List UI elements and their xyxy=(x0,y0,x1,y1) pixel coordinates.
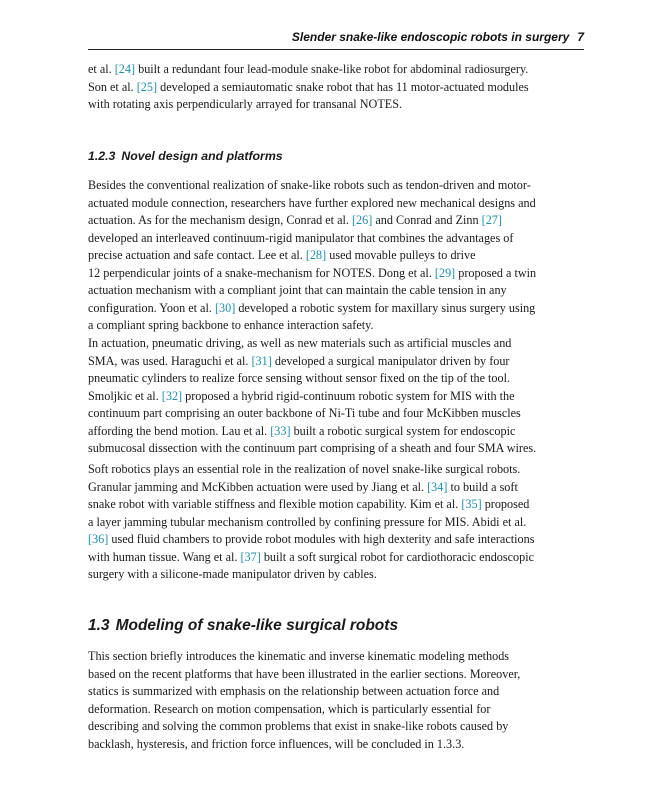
text-segment: backlash, hysteresis, and friction force influences, will be concluded in 1.3.3. xyxy=(88,736,465,751)
text-segment: Besides the conventional realization of snake-like robots such as tendon-driven and motor- xyxy=(88,178,531,192)
text-segment: deformation. Research on motion compensation, which is particularly essential for xyxy=(88,701,491,716)
text-segment: actuated module connection, researchers have further explored new mechanical designs and xyxy=(88,195,536,210)
text-segment: Soft robotics plays an essential role in the realization of novel snake-like surgical robots. xyxy=(88,462,521,476)
text-line xyxy=(88,423,584,441)
citation-link[interactable]: [33] xyxy=(270,423,291,438)
text-line xyxy=(88,683,584,701)
text-line xyxy=(88,353,584,371)
text-segment: built a robotic surgical system for endoscopic xyxy=(290,423,516,438)
text-line xyxy=(88,300,584,318)
text-segment: affording the bend motion. Lau et al. xyxy=(88,423,271,438)
section-heading xyxy=(88,616,584,636)
text-segment: Smoljkic et al. xyxy=(88,388,162,403)
text-segment: developed a robotic system for maxillary sinus surgery using xyxy=(235,300,536,315)
subsection-heading xyxy=(88,148,584,164)
paragraph-continuation xyxy=(88,61,584,114)
text-line xyxy=(88,230,584,248)
text-segment: actuation mechanism with a compliant joint that can maintain the cable tension in any xyxy=(88,283,507,297)
text-line xyxy=(88,479,584,497)
text-line xyxy=(88,666,584,684)
text-line xyxy=(88,566,584,584)
section-number: 1.3 xyxy=(88,617,110,634)
text-segment: developed a surgical manipulator driven by four xyxy=(271,353,510,368)
text-segment: proposed xyxy=(481,497,530,511)
text-segment: SMA, was used. Haraguchi et al. xyxy=(88,353,252,368)
subsection-title: Novel design and platforms xyxy=(121,149,283,163)
text-line xyxy=(88,195,584,213)
text-line xyxy=(88,531,584,549)
header-rule xyxy=(88,49,584,50)
text-segment: configuration. Yoon et al. xyxy=(88,300,215,315)
text-line xyxy=(88,496,584,514)
text-segment: statics is summarized with emphasis on the relationship between actuation force and xyxy=(88,684,500,698)
citation-link[interactable]: [36] xyxy=(88,532,109,546)
text-line xyxy=(88,370,584,388)
text-segment: describing and solving the common problems that exist in snake-like robots caused by xyxy=(88,719,509,733)
citation-link[interactable]: [28] xyxy=(305,248,327,262)
running-header xyxy=(88,29,584,45)
text-line xyxy=(88,317,584,335)
text-segment: actuation. As for the mechanism design, Conrad et al. xyxy=(88,213,352,227)
text-segment: a layer jamming tubular mechanism controlled by confining pressure for MIS. Abidi et al. xyxy=(88,514,527,529)
text-segment: This section briefly introduces the kinematic and inverse kinematic modeling methods xyxy=(88,649,510,663)
text-line xyxy=(88,440,584,458)
text-segment: proposed a twin xyxy=(455,265,537,280)
text-line xyxy=(88,79,584,97)
page-number: 7 xyxy=(577,30,584,44)
text-segment: surgery with a silicone-made manipulator driven by cables. xyxy=(88,567,377,581)
text-line xyxy=(88,96,584,114)
citation-link[interactable]: [24] xyxy=(114,62,136,76)
text-line xyxy=(88,718,584,736)
text-segment: precise actuation and safe contact. Lee et al. xyxy=(88,248,306,262)
text-segment: Son et al. xyxy=(88,79,137,94)
text-line xyxy=(88,461,584,479)
citation-link[interactable]: [31] xyxy=(251,353,272,368)
text-line xyxy=(88,247,584,265)
paragraph-section-intro xyxy=(88,648,584,753)
paragraph-actuation xyxy=(88,335,584,458)
citation-link[interactable]: [26] xyxy=(352,213,373,227)
text-line xyxy=(88,388,584,406)
text-line xyxy=(88,514,584,532)
citation-link[interactable]: [27] xyxy=(481,213,502,227)
subsection-number: 1.2.3 xyxy=(88,149,116,163)
text-line xyxy=(88,405,584,423)
paragraph-mechanism-design xyxy=(88,177,584,335)
text-segment: used movable pulleys to drive xyxy=(326,248,476,262)
text-line xyxy=(88,177,584,195)
text-segment: with rotating axis perpendicularly arrayed for transanal NOTES. xyxy=(88,97,403,111)
text-line xyxy=(88,736,584,754)
text-line xyxy=(88,265,584,283)
text-segment: pneumatic cylinders to realize force sensing without sensor fixed on the tip of the tool. xyxy=(88,371,511,385)
text-segment: developed an interleaved continuum-rigid manipulator that combines the advantages of xyxy=(88,230,514,245)
text-line xyxy=(88,335,584,353)
text-segment: to build a soft xyxy=(447,479,518,494)
text-segment: submucosal dissection with the continuum part comprising of a sheath and four SMA wires. xyxy=(88,441,537,455)
citation-link[interactable]: [37] xyxy=(240,549,261,564)
text-line xyxy=(88,61,584,79)
text-segment: In actuation, pneumatic driving, as well as new materials such as artificial muscles and xyxy=(88,336,512,350)
citation-link[interactable]: [35] xyxy=(461,497,482,511)
text-segment: and Conrad and Zinn xyxy=(372,213,482,227)
text-segment: snake robot with variable stiffness and flexible motion capability. Kim et al. xyxy=(88,497,462,511)
text-segment: Granular jamming and McKibben actuation were used by Jiang et al. xyxy=(88,479,428,494)
text-segment: built a soft surgical robot for cardiothoracic endoscopic xyxy=(260,549,535,564)
text-segment: based on the recent platforms that have been illustrated in the earlier sections. Moreover, xyxy=(88,666,521,681)
text-segment: continuum part comprising an outer backbone of Ni-Ti tube and four McKibben muscles xyxy=(88,406,521,420)
text-line xyxy=(88,212,584,230)
citation-link[interactable]: [32] xyxy=(161,388,183,403)
citation-link[interactable]: [25] xyxy=(136,79,158,94)
text-segment: developed a semiautomatic snake robot that has 11 motor-actuated modules xyxy=(157,79,529,94)
text-segment: used fluid chambers to provide robot modules with high dexterity and safe interactions xyxy=(108,532,535,546)
text-segment: a compliant spring backbone to enhance interaction safety. xyxy=(88,318,374,332)
text-segment: with human tissue. Wang et al. xyxy=(88,549,241,564)
running-title: Slender snake-like endoscopic robots in surgery xyxy=(291,30,570,44)
paragraph-soft-robotics xyxy=(88,461,584,584)
citation-link[interactable]: [34] xyxy=(427,479,448,494)
citation-link[interactable]: [29] xyxy=(434,265,456,280)
citation-link[interactable]: [30] xyxy=(214,300,236,315)
text-segment: built a redundant four lead-module snake-like robot for abdominal radiosurgery. xyxy=(135,62,529,76)
text-segment: 12 perpendicular joints of a snake-mechanism for NOTES. Dong et al. xyxy=(88,265,435,280)
text-line xyxy=(88,648,584,666)
text-segment: et al. xyxy=(88,62,115,76)
text-line xyxy=(88,701,584,719)
text-line xyxy=(88,282,584,300)
text-line xyxy=(88,549,584,567)
text-segment: proposed a hybrid rigid-continuum robotic system for MIS with the xyxy=(182,388,515,403)
section-title: Modeling of snake-like surgical robots xyxy=(115,617,399,634)
